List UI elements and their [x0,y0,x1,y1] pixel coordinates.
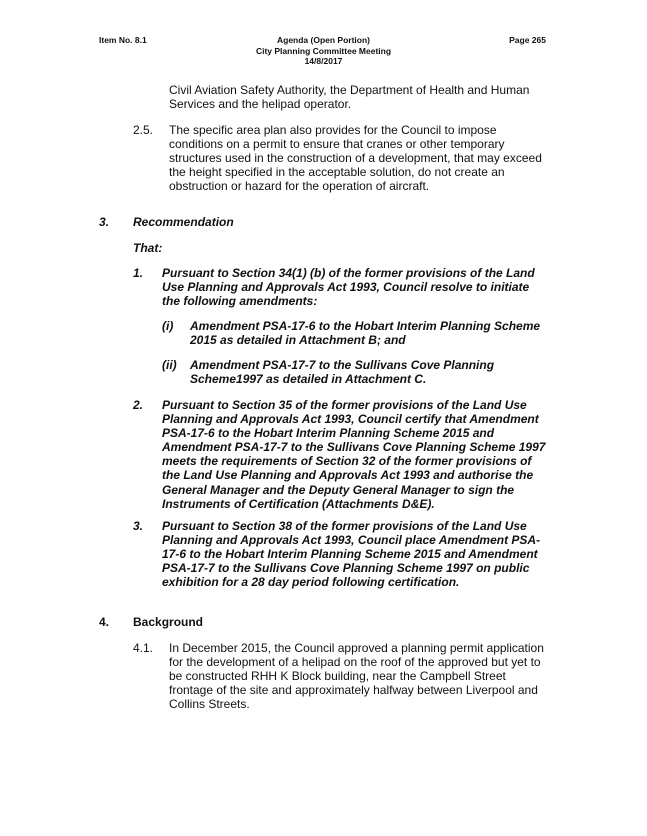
section-heading: Recommendation [133,215,234,229]
paragraph-4-1 [169,641,544,711]
text-line: meets the requirements of Section 32 of the former provisions of [162,454,532,469]
text-line: Amendment PSA-17-6 to the Hobart Interim Planning Scheme [190,319,541,333]
recommendation-number: 2. [133,398,144,412]
text-line: Planning and Approvals Act 1993, Council certify that Amendment [162,412,539,427]
text-line: structures used in the construction of a development, that may exceed [169,151,542,166]
text-line: be constructed RHH K Block building, near the Campbell Street [169,669,506,684]
text-line: Planning and Approvals Act 1993, Council place Amendment PSA- [162,533,541,548]
text-line: Amendment PSA-17-7 to the Sullivans Cove Planning [190,358,495,372]
page-number: Page 265 [509,35,546,45]
text-line: Scheme1997 as detailed in Attachment C. [190,372,427,387]
text-line: General Manager and the Deputy General Manager to sign the [162,482,515,497]
text-line: frontage of the site and approximately halfway between Liverpool and [169,683,538,698]
text-line: Collins Streets. [169,697,250,712]
recommendation-item-2 [162,398,545,511]
section-heading: Background [133,615,204,629]
recommendation-item-1 [162,266,535,308]
agenda-title: Agenda (Open Portion) [276,35,371,45]
subitem-i [190,319,540,347]
recommendation-item-3 [162,519,540,589]
text-line: the following amendments: [162,294,318,309]
text-line: 17-6 to the Hobart Interim Planning Scheme 2015 and Amendment [162,547,538,562]
text-line: Pursuant to Section 38 of the former provisions of the Land Use [162,519,527,533]
text-line: 2015 as detailed in Attachment B; and [190,333,406,348]
text-line: PSA-17-6 to the Hobart Interim Planning Scheme 2015 and [162,426,495,441]
meeting-date: 14/8/2017 [304,56,343,66]
section-number: 4. [99,615,110,629]
header-center [99,35,548,67]
text-line: Instruments of Certification (Attachments D&E). [162,496,435,511]
text-line: the height specified in the acceptable solution, do not create an [169,165,505,180]
that-label: That: [133,241,163,255]
recommendation-number: 3. [133,519,144,533]
continuation-paragraph [169,83,529,111]
subitem-number: (i) [162,319,174,333]
text-line: Services and the helipad operator. [169,97,352,112]
text-line: Amendment PSA-17-7 to the Sullivans Cove Planning Scheme 1997 [162,440,546,455]
text-line: exhibition for a 28 day period following certification. [162,575,460,590]
section-number: 3. [99,215,110,229]
text-line: obstruction or hazard for the operation of aircraft. [169,179,430,194]
paragraph-number: 4.1. [133,641,154,655]
text-line: In December 2015, the Council approved a planning permit application [169,641,544,655]
recommendation-number: 1. [133,266,144,280]
page-header [99,35,548,75]
paragraph-number: 2.5. [133,123,154,137]
text-line: Use Planning and Approvals Act 1993, Council resolve to initiate [162,280,530,295]
item-number: Item No. 8.1 [99,35,147,45]
meeting-name: City Planning Committee Meeting [255,45,392,56]
text-line: PSA-17-7 to the Sullivans Cove Planning Scheme 1997 on public [162,561,530,576]
subitem-number: (ii) [162,358,177,372]
text-line: conditions on a permit to ensure that cranes or other temporary [169,137,505,152]
text-line: for the development of a helipad on the roof of the approved but yet to [169,655,541,670]
subitem-ii [190,358,494,386]
text-line: The specific area plan also provides for the Council to impose [169,123,497,137]
paragraph-2-5 [169,123,542,193]
text-line: Pursuant to Section 34(1) (b) of the former provisions of the Land [162,266,535,280]
text-line: Pursuant to Section 35 of the former provisions of the Land Use [162,398,527,412]
text-line: the Land Use Planning and Approvals Act 1993 and authorise the [162,468,534,483]
text-line: Civil Aviation Safety Authority, the Department of Health and Human [169,83,530,97]
